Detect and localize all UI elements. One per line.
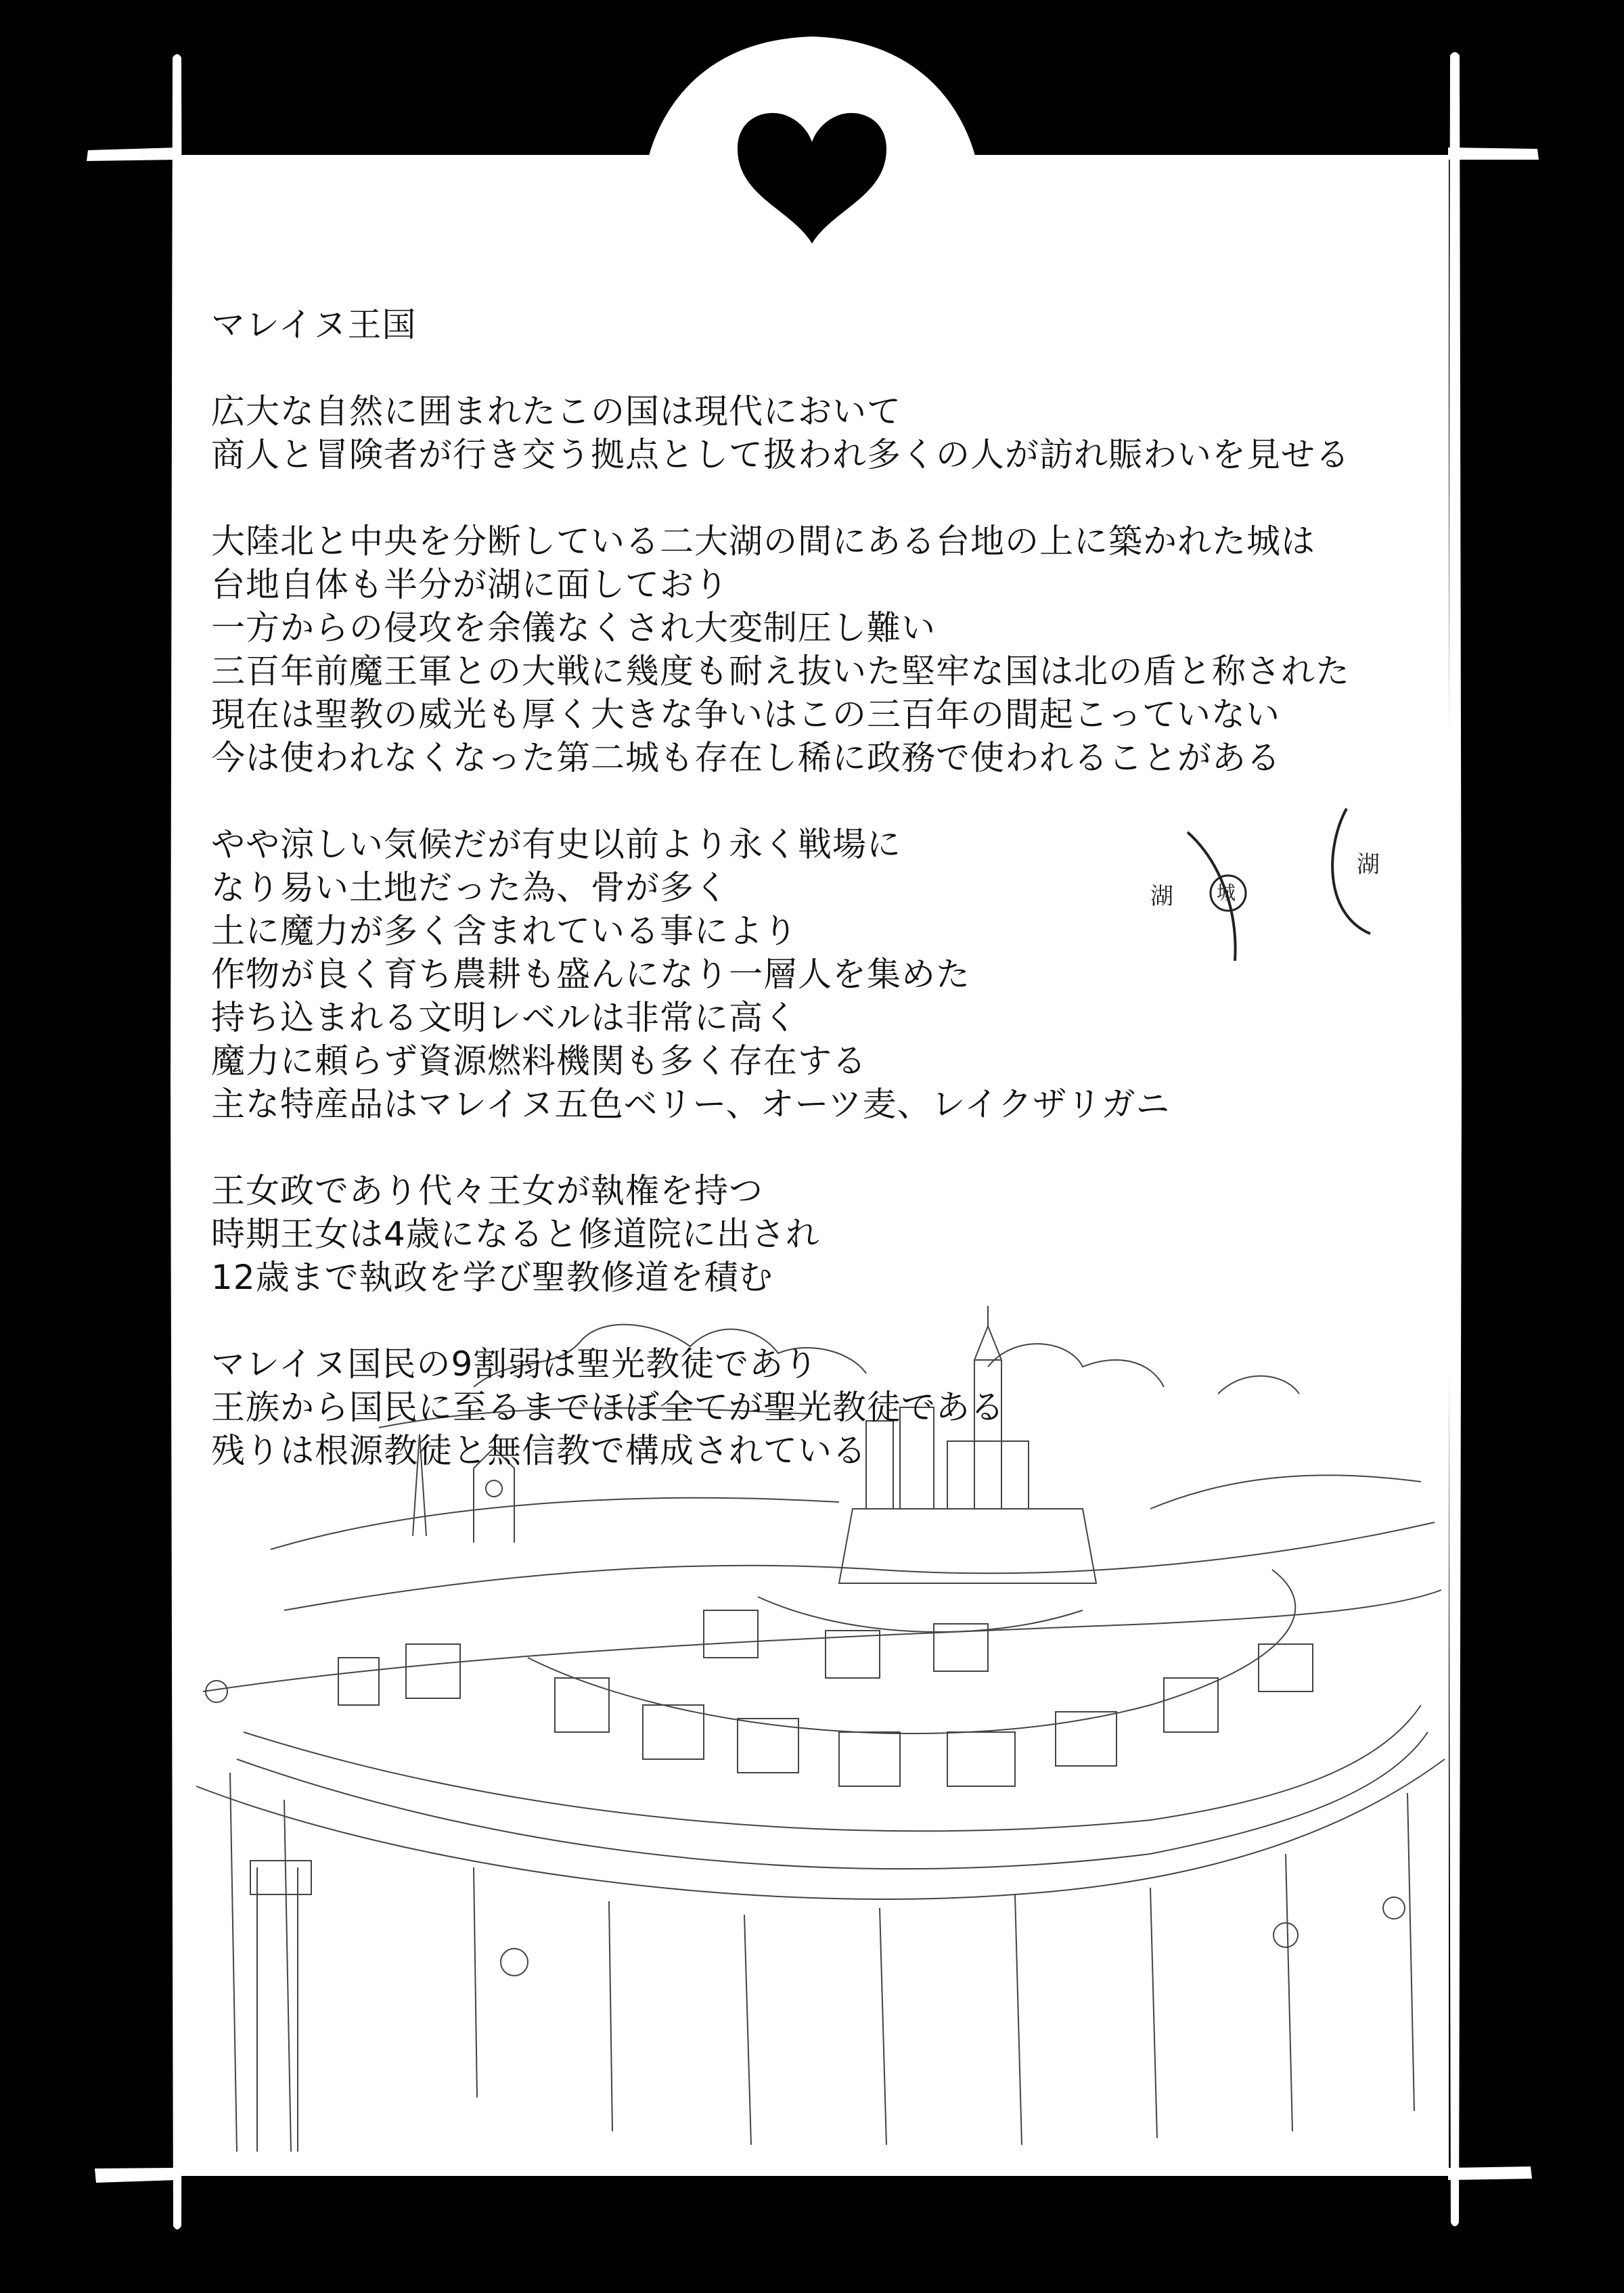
text-line: 三百年前魔王軍との大戦に幾度も耐え抜いた堅牢な国は北の盾と称された (211, 652, 1350, 691)
paragraph-intro (211, 390, 1483, 476)
paragraph-climate (211, 823, 1483, 1126)
text-line: 残りは根源教徒と無信教で構成されている (211, 1431, 867, 1470)
text-line: 台地自体も半分が湖に面しており (211, 565, 729, 604)
text-line: 現在は聖教の威光も厚く大きな争いはこの三百年の間起こっていない (211, 695, 1280, 734)
text-line: 王女政であり代々王女が執権を持つ (211, 1171, 763, 1210)
text-line: なり易い土地だった為、骨が多く (211, 868, 729, 907)
lake-right-label: 湖 (1357, 851, 1380, 878)
text-line: 一方からの侵攻を余儀なくされ大変制圧し難い (211, 608, 936, 648)
text-line: 12歳まで執政を学び聖教修道を積む (211, 1258, 773, 1297)
paragraph-government (211, 1169, 1483, 1299)
text-line: 主な特産品はマレイヌ五色ベリー、オーツ麦、レイクザリガニ (211, 1085, 1171, 1124)
document-title: マレイヌ王国 (211, 305, 417, 344)
document-body (211, 303, 1483, 1516)
text-line: 魔力に頼らず資源燃料機関も多く存在する (211, 1041, 867, 1081)
text-line: 時期王女は4歳になると修道院に出され (211, 1214, 820, 1254)
paragraph-geography (211, 520, 1483, 779)
text-line: やや涼しい気候だが有史以前より永く戦場に (211, 825, 901, 864)
text-line: 土に魔力が多く含まれている事により (211, 911, 798, 951)
scroll-rod-left (87, 54, 184, 2229)
text-line: 王族から国民に至るまでほぼ全てが聖光教徒である (211, 1388, 1005, 1427)
paragraph-religion (211, 1342, 1483, 1472)
text-line: 広大な自然に囲まれたこの国は現代において (211, 392, 901, 431)
text-line: マレイヌ国民の9割弱は聖光教徒であり (211, 1344, 819, 1384)
text-line: 持ち込まれる文明レベルは非常に高く (211, 998, 798, 1037)
lake-left-label: 湖 (1150, 883, 1173, 910)
text-line: 商人と冒険者が行き交う拠点として扱われ多くの人が訪れ賑わいを見せる (211, 435, 1350, 474)
text-line: 今は使われなくなった第二城も存在し稀に政務で使われることがある (211, 738, 1281, 777)
castle-label: 城 (1217, 882, 1236, 904)
text-line: 作物が良く育ち農耕も盛んになり一層人を集めた (211, 955, 970, 994)
text-line: 大陸北と中央を分断している二大湖の間にある台地の上に築かれた城は (211, 522, 1315, 561)
